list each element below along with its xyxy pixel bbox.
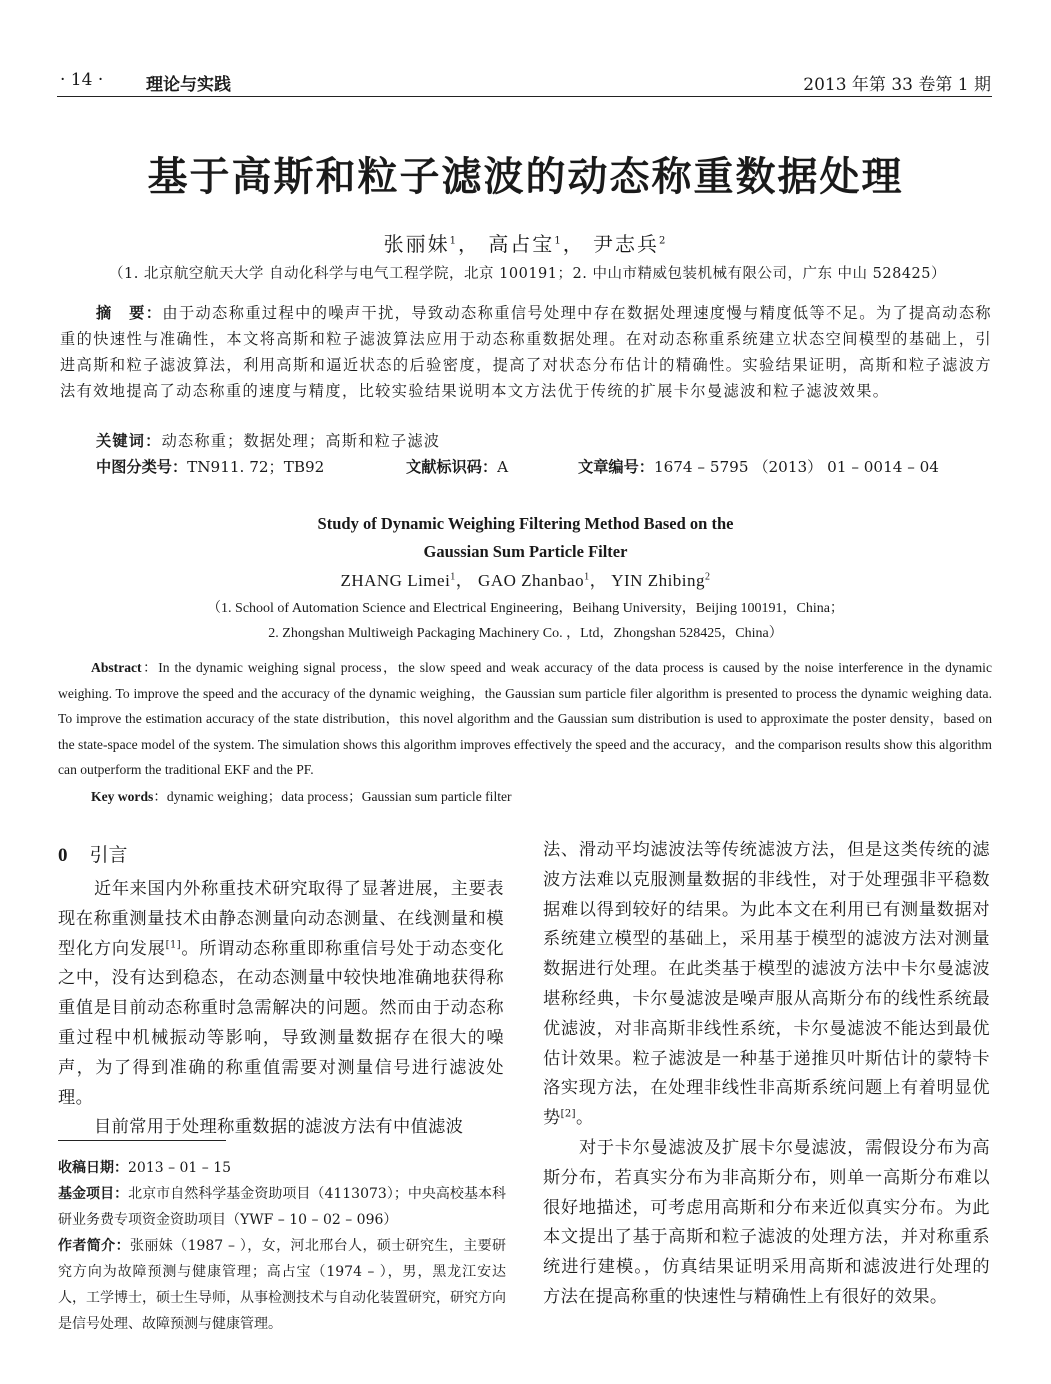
keywords-en-label: Key words: [91, 789, 154, 804]
section-heading: [58, 840, 128, 867]
doc-code-label: 文献标识码：: [406, 458, 498, 476]
footnote-value: 北京市自然科学基金资助项目（4113073）；中央高校基本科研业务费专项资金资助项目（YWF – 10 – 02 – 096）: [58, 1186, 507, 1228]
author-affil-mark: 1: [554, 235, 563, 247]
footnote-value: 张丽妹（1987 – ），女，河北邢台人，硕士研究生，主要研究方向为故障预测与健康管理；高占宝（1974 – ），男，黑龙江安达人，工学博士，硕士生导师，从事检测技术与自动化装置研究，研究方向是信号处理、故障预测与健康管理。: [58, 1238, 507, 1332]
footnote-label: 基金项目：: [58, 1186, 129, 1202]
body-paragraph: 目前常用于处理称重数据的滤波方法有中值滤波: [94, 1117, 464, 1138]
author-separator: ，: [457, 232, 480, 256]
keywords-cn: [96, 430, 440, 451]
body-column-left: [58, 875, 504, 1143]
section-number: 0: [58, 845, 68, 866]
doc-code-value: A: [497, 458, 509, 476]
body-text: 。: [575, 1108, 594, 1129]
keywords-en-text: ：dynamic weighing；data process；Gaussian sum particle filter: [153, 789, 512, 804]
abstract-en-label: Abstract: [91, 660, 142, 675]
footnote-author: [58, 1233, 506, 1337]
author-separator: ，: [455, 571, 474, 590]
body-column-right: [543, 836, 990, 1313]
abstract-en-text: ：In the dynamic weighing signal process，the slow speed and weak accuracy of the data process is caused by the noise interference in the dynamic weighing. To improve the speed and the accuracy of the dynamic weighing，the Gaussian sum particle filer algorithm is presented to process the dynamic weighing data. To improve the estimation accuracy of the state distribution，this novel algorithm and the Gaussian sum distribution is used to approximate the poster density，based on the state-space model of the system. The simulation shows this algorithm improves effectively the speed and the accuracy，and the comparison results show this algorithm can outperform the traditional EKF and the PF.: [58, 660, 992, 778]
authors-cn: [0, 228, 1051, 257]
doc-code-group: [406, 456, 508, 477]
author-name-en: GAO Zhanbao: [478, 571, 585, 590]
author-separator: ，: [562, 232, 585, 256]
footnote-rule: [58, 1140, 226, 1141]
body-text: 。所谓动态称重即称重信号处于动态变化之中，没有达到稳态，在动态测量中较快地准确地获得称重值是目前动态称重时急需解决的问题。然而由于动态称重过程中机械振动等影响，导致测量数据存在很大的噪声，为了得到准确的称重值需要对测量信号进行滤波处理。: [58, 938, 504, 1108]
header-rule: [57, 96, 992, 97]
author-affil-mark: 1: [584, 571, 590, 583]
footnote-label: 收稿日期：: [58, 1160, 128, 1176]
body-text: 法、滑动平均滤波法等传统滤波方法，但是这类传统的滤波方法难以克服测量数据的非线性，对于处理强非平稳数据难以得到较好的结果。为此本文在利用已有测量数据对系统建立模型的基础上，采用基于模型的滤波方法对测量数据进行处理。在此类基于模型的滤波方法中卡尔曼滤波堪称经典，卡尔曼滤波是噪声服从高斯分布的线性系统最优滤波，对非高斯非线性系统，卡尔曼滤波不能达到最优估计效果。粒子滤波是一种基于递推贝叶斯估计的蒙特卡洛实现方法，在处理非线性非高斯系统问题上有着明显优势: [543, 840, 990, 1129]
author-name: 张丽妹: [383, 232, 450, 256]
author-affil-mark: 2: [659, 235, 668, 247]
clc-group: [96, 456, 324, 477]
affiliation-cn: （1. 北京航空航天大学 自动化科学与电气工程学院，北京 100191；2. 中山市精威包装机械有限公司，广东 中山 528425）: [108, 266, 947, 282]
issue-info: 2013 年第 33 卷第 1 期: [803, 75, 991, 95]
citation-ref: [2]: [560, 1108, 576, 1120]
keywords-cn-text: 动态称重；数据处理；高斯和粒子滤波: [161, 432, 441, 450]
body-paragraph: [543, 836, 990, 1134]
abstract-en: [58, 655, 992, 783]
clc-label: 中图分类号：: [96, 458, 188, 476]
author-name-en: ZHANG Limei: [340, 571, 451, 590]
title-en: [0, 510, 1051, 566]
footnote-received: [58, 1155, 506, 1181]
authors-en: [0, 566, 1051, 591]
article-number-label: 文章编号：: [578, 458, 654, 476]
journal-section: 理论与实践: [146, 75, 231, 95]
abstract-cn: [60, 300, 992, 404]
footnote-value: 2013 – 01 – 15: [128, 1160, 232, 1176]
keywords-cn-label: 关键词：: [96, 432, 162, 450]
footnote-label: 作者简介：: [58, 1238, 130, 1254]
section-title: 引言: [89, 844, 128, 866]
citation-ref: [1]: [165, 938, 182, 950]
page-number: · 14 ·: [60, 70, 104, 90]
paper-title: 基于高斯和粒子滤波的动态称重数据处理: [147, 154, 904, 200]
title-en-line: Study of Dynamic Weighing Filtering Method Based on the: [317, 514, 734, 533]
abstract-cn-label: 摘 要：: [96, 304, 163, 322]
author-affil-mark: 1: [450, 571, 456, 583]
title-en-line: Gaussian Sum Particle Filter: [423, 542, 628, 561]
author-name: 尹志兵: [593, 232, 660, 256]
body-paragraph: 对于卡尔曼滤波及扩展卡尔曼滤波，需假设分布为高斯分布，若真实分布为非高斯分布，则单一高斯分布难以很好地描述，可考虑用高斯和分布来近似真实分布。为此本文提出了基于高斯和粒子滤波的处理方法，并对称重系统进行建模。，仿真结果证明采用高斯和滤波进行处理的方法在提高称重的快速性与精确性上有很好的效果。: [543, 1137, 990, 1307]
footnote-fund: [58, 1181, 506, 1233]
abstract-cn-text: 由于动态称重过程中的噪声干扰，导致动态称重信号处理中存在数据处理速度慢与精度低等不足。为了提高动态称重的快速性与准确性，本文将高斯和粒子滤波算法应用于动态称重数据处理。在对动态称重系统建立状态空间模型的基础上，引进高斯和粒子滤波算法，利用高斯和逼近状态的后验密度，提高了对状态分布估计的精确性。实验结果证明，高斯和粒子滤波方法有效地提高了动态称重的速度与精度，比较实验结果说明本文方法优于传统的扩展卡尔曼滤波和粒子滤波效果。: [60, 304, 992, 400]
clc-value: TN911. 72；TB92: [187, 458, 325, 476]
footnotes: [58, 1155, 506, 1337]
author-name: 高占宝: [488, 232, 555, 256]
affiliation-en: [0, 596, 1051, 646]
author-affil-mark: 1: [449, 235, 458, 247]
author-separator: ，: [589, 571, 608, 590]
affiliation-en-line: （1. School of Automation Science and Electrical Engineering，Beihang University，Beijing 100191，China；: [207, 601, 844, 616]
affiliation-en-line: 2. Zhongshan Multiweigh Packaging Machinery Co. ，Ltd，Zhongshan 528425，China）: [268, 626, 783, 641]
author-name-en: YIN Zhibing: [611, 571, 706, 590]
body-text: 近年来国内外称重技术研究取得了显著进展，主要表现在称重测量技术由静态测量向动态测量、在线测量和模型化方向发展: [58, 879, 504, 959]
keywords-en: [91, 785, 512, 805]
author-affil-mark: 2: [705, 571, 711, 583]
body-paragraph: [58, 875, 504, 1113]
article-number-value: 1674 – 5795 （2013） 01 – 0014 – 04: [653, 458, 939, 476]
article-number-group: [578, 456, 939, 477]
